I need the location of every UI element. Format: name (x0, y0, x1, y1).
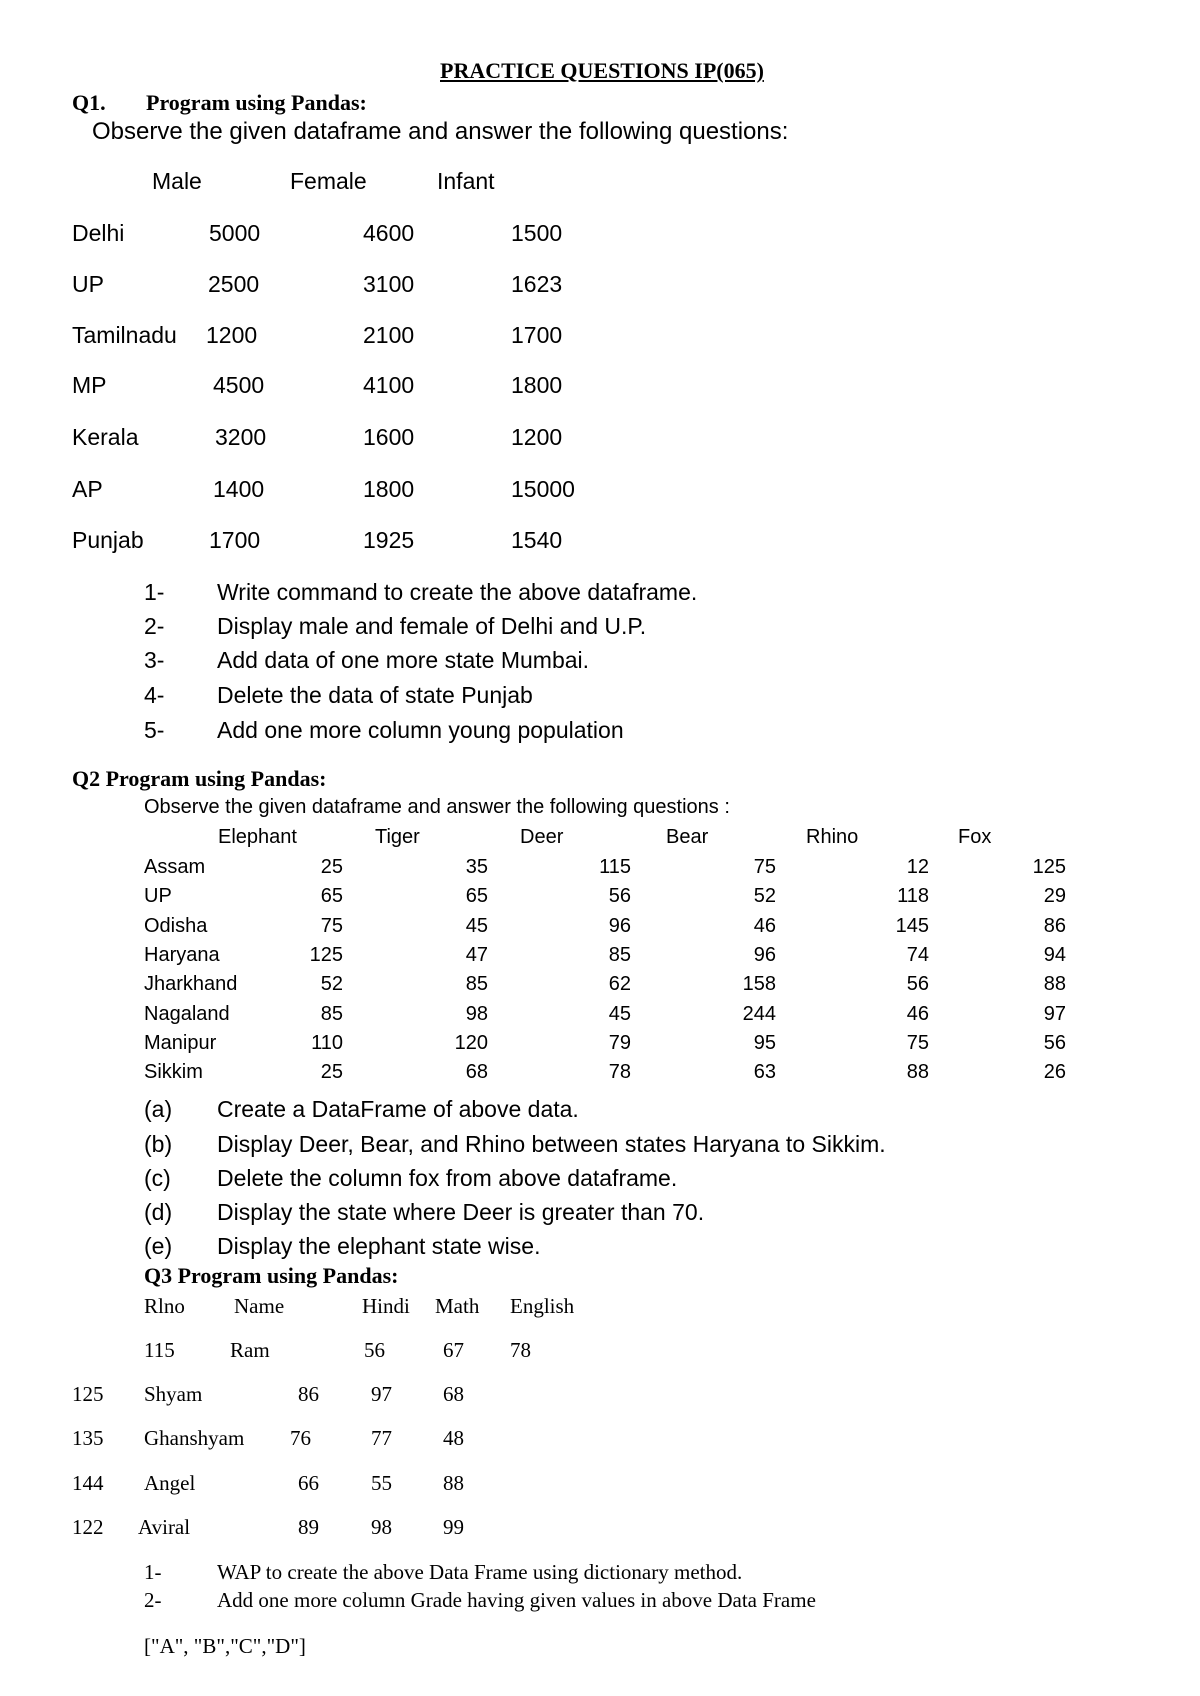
q2-cell: 45 (465, 915, 488, 937)
q3-cell: 77 (371, 1426, 392, 1450)
q3-col-header: Math (435, 1294, 480, 1318)
q3-cell: 48 (443, 1426, 464, 1450)
q2-cell: 46 (753, 915, 776, 937)
q3-cell-name: Angel (144, 1471, 196, 1495)
q1-row-state: MP (72, 372, 107, 398)
q2-cell: 75 (906, 1032, 929, 1054)
q3-col-header: Name (234, 1294, 285, 1318)
q2-cell: 115 (599, 856, 631, 878)
list-marker: (b) (144, 1131, 173, 1157)
list-marker: (d) (144, 1199, 173, 1225)
q3-cell: 78 (510, 1338, 531, 1362)
q1-cell: 1800 (363, 476, 415, 502)
q3-col-header: Hindi (362, 1294, 410, 1318)
q3-cell-name: Ghanshyam (144, 1426, 245, 1450)
q2-row-state: Assam (144, 856, 206, 878)
q1-row-state: AP (72, 476, 103, 502)
q2-col-header: Bear (666, 826, 709, 848)
q2-cell: 56 (608, 885, 631, 907)
q2-cell: 78 (608, 1061, 631, 1083)
q2-cell: 88 (906, 1061, 929, 1083)
q1-cell: 3200 (215, 424, 267, 450)
q1-cell: 2100 (363, 322, 415, 348)
q3-cell: 68 (443, 1382, 464, 1406)
list-item: Display the state where Deer is greater than 70. (217, 1199, 705, 1225)
q2-row-state: Odisha (144, 915, 208, 937)
list-marker: 4- (144, 682, 165, 708)
q2-col-header: Elephant (218, 826, 297, 848)
q2-cell: 29 (1043, 885, 1066, 907)
q1-cell: 15000 (511, 476, 575, 502)
q1-cell: 1200 (206, 322, 258, 348)
q2-cell: 62 (608, 973, 631, 995)
q2-col-header: Fox (958, 826, 992, 848)
q2-cell: 12 (906, 856, 929, 878)
q3-cell-name: Shyam (144, 1382, 203, 1406)
list-item: WAP to create the above Data Frame using dictionary method. (217, 1560, 743, 1584)
q2-cell: 75 (753, 856, 776, 878)
list-item: Display the elephant state wise. (217, 1233, 541, 1259)
q2-cell: 145 (895, 915, 929, 937)
q1-row-state: Tamilnadu (72, 322, 177, 348)
q3-cell: 55 (371, 1471, 392, 1495)
q1-row-state: Punjab (72, 527, 144, 553)
q2-col-header: Tiger (375, 826, 420, 848)
q2-cell: 63 (753, 1061, 776, 1083)
q2-cell: 25 (320, 856, 343, 878)
q2-cell: 158 (742, 973, 776, 995)
q1-cell: 1700 (511, 322, 563, 348)
q2-heading: Q2 Program using Pandas: (72, 766, 327, 791)
q2-cell: 52 (320, 973, 343, 995)
q3-cell: 99 (443, 1515, 464, 1539)
q3-cell-rlno: 125 (72, 1382, 104, 1406)
list-item: Display Deer, Bear, and Rhino between states Haryana to Sikkim. (217, 1131, 886, 1157)
q2-col-header: Deer (520, 826, 564, 848)
q3-cell-rlno: 135 (72, 1426, 104, 1450)
q2-cell: 96 (753, 944, 776, 966)
q1-cell: 1200 (511, 424, 563, 450)
q1-row-state: UP (72, 271, 104, 297)
q1-col-header: Infant (437, 168, 495, 194)
q2-cell: 95 (753, 1032, 776, 1054)
q3-cell-name: Aviral (138, 1515, 191, 1539)
list-marker: 1- (144, 1560, 162, 1584)
q2-row-state: Nagaland (144, 1003, 230, 1025)
q3-cell: 97 (371, 1382, 392, 1406)
list-marker: (c) (144, 1165, 171, 1191)
list-item: Delete the data of state Punjab (217, 682, 533, 708)
q2-cell: 56 (1043, 1032, 1066, 1054)
list-marker: 5- (144, 717, 165, 743)
q1-cell: 1400 (213, 476, 265, 502)
q1-intro: Observe the given dataframe and answer the following questions: (92, 118, 789, 145)
q2-row-state: Haryana (144, 944, 220, 966)
q2-cell: 98 (465, 1003, 488, 1025)
q1-row-state: Delhi (72, 220, 125, 246)
list-item: Add one more column Grade having given values in above Data Frame (217, 1588, 816, 1612)
q1-cell: 1623 (511, 271, 563, 297)
q2-cell: 26 (1043, 1061, 1066, 1083)
q2-cell: 88 (1043, 973, 1066, 995)
grade-values: ["A", "B","C","D"] (144, 1634, 306, 1658)
list-marker: 3- (144, 647, 165, 673)
q2-cell: 85 (608, 944, 631, 966)
q2-cell: 25 (320, 1061, 343, 1083)
list-item: Add one more column young population (217, 717, 624, 743)
q3-cell-name: Ram (230, 1338, 270, 1362)
q1-heading: Program using Pandas: (146, 90, 367, 115)
q1-col-header: Male (152, 168, 202, 194)
q2-cell: 65 (320, 885, 343, 907)
q2-cell: 75 (320, 915, 343, 937)
q1-col-header: Female (290, 168, 367, 194)
q2-cell: 85 (465, 973, 488, 995)
q1-cell: 5000 (209, 220, 261, 246)
list-marker: (a) (144, 1096, 173, 1122)
q1-cell: 1500 (511, 220, 563, 246)
page-title: PRACTICE QUESTIONS IP(065) (440, 58, 764, 83)
q2-cell: 96 (608, 915, 631, 937)
q2-cell: 244 (742, 1003, 776, 1025)
q2-cell: 65 (465, 885, 488, 907)
list-marker: 2- (144, 613, 165, 639)
q2-cell: 47 (465, 944, 488, 966)
q3-col-header: Rlno (144, 1294, 185, 1318)
q1-cell: 4100 (363, 372, 415, 398)
q2-intro: Observe the given dataframe and answer the following questions : (144, 796, 730, 818)
q1-cell: 4600 (363, 220, 415, 246)
list-item: Display male and female of Delhi and U.P. (217, 613, 647, 639)
q2-cell: 94 (1043, 944, 1066, 966)
q3-cell-rlno: 115 (144, 1338, 175, 1362)
list-item: Create a DataFrame of above data. (217, 1096, 579, 1122)
q2-cell: 79 (608, 1032, 631, 1054)
q1-cell: 1540 (511, 527, 563, 553)
q2-cell: 56 (906, 973, 929, 995)
q1-row-state: Kerala (72, 424, 139, 450)
q2-cell: 45 (608, 1003, 631, 1025)
q2-cell: 125 (1032, 856, 1066, 878)
q2-cell: 74 (906, 944, 929, 966)
q3-cell: 89 (298, 1515, 319, 1539)
q2-row-state: Manipur (144, 1032, 217, 1054)
q2-cell: 120 (454, 1032, 488, 1054)
q2-cell: 68 (465, 1061, 488, 1083)
q1-cell: 1600 (363, 424, 415, 450)
q1-cell: 2500 (208, 271, 260, 297)
q3-cell-rlno: 144 (72, 1471, 104, 1495)
q1-number: Q1. (72, 90, 106, 115)
q2-cell: 35 (465, 856, 488, 878)
q1-cell: 1925 (363, 527, 415, 553)
q2-cell: 46 (906, 1003, 929, 1025)
list-item: Write command to create the above dataframe. (217, 579, 698, 605)
q1-cell: 3100 (363, 271, 415, 297)
q2-cell: 125 (309, 944, 343, 966)
list-marker: 1- (144, 579, 165, 605)
q2-cell: 85 (320, 1003, 343, 1025)
q2-cell: 118 (897, 885, 929, 907)
q3-cell: 66 (298, 1471, 319, 1495)
q3-cell: 98 (371, 1515, 392, 1539)
q3-cell-rlno: 122 (72, 1515, 104, 1539)
q3-cell: 56 (364, 1338, 385, 1362)
q3-cell: 67 (443, 1338, 464, 1362)
q2-col-header: Rhino (806, 826, 859, 848)
list-item: Add data of one more state Mumbai. (217, 647, 590, 673)
q3-heading: Q3 Program using Pandas: (144, 1263, 399, 1288)
q2-cell: 97 (1043, 1003, 1066, 1025)
q3-cell: 76 (290, 1426, 311, 1450)
list-marker: 2- (144, 1588, 162, 1612)
q2-cell: 110 (311, 1032, 343, 1054)
q3-cell: 86 (298, 1382, 319, 1406)
q1-cell: 1700 (209, 527, 261, 553)
q2-row-state: Sikkim (144, 1061, 203, 1083)
q1-cell: 4500 (213, 372, 265, 398)
q3-cell: 88 (443, 1471, 464, 1495)
q1-cell: 1800 (511, 372, 563, 398)
list-item: Delete the column fox from above dataframe. (217, 1165, 678, 1191)
q2-cell: 52 (753, 885, 776, 907)
q2-row-state: UP (144, 885, 172, 907)
q2-row-state: Jharkhand (144, 973, 238, 995)
list-marker: (e) (144, 1233, 173, 1259)
q3-col-header: English (510, 1294, 575, 1318)
q2-cell: 86 (1043, 915, 1066, 937)
